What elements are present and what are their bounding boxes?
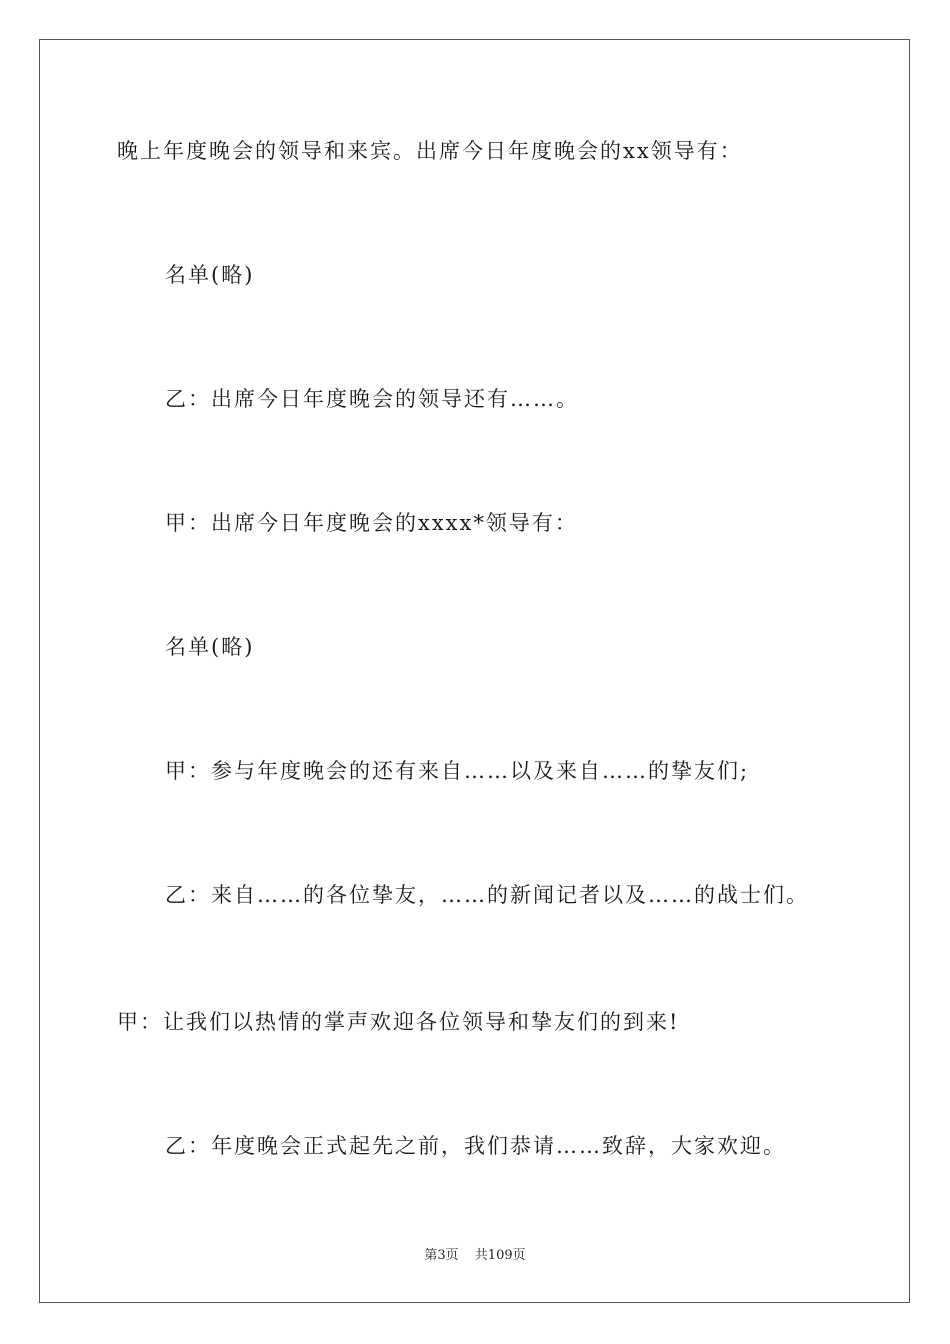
paragraph-7: 乙：来自……的各位挚友，……的新闻记者以及……的战士们。 [165, 883, 809, 907]
page-frame [39, 39, 910, 1303]
paragraph-9: 乙：年度晚会正式起先之前，我们恭请……致辞，大家欢迎。 [165, 1134, 786, 1158]
paragraph-4: 甲：出席今日年度晚会的xxxx*领导有： [165, 511, 578, 535]
paragraph-3: 乙：出席今日年度晚会的领导还有……。 [165, 387, 579, 411]
paragraph-2: 名单(略) [165, 263, 255, 287]
paragraph-8: 甲：让我们以热情的掌声欢迎各位领导和挚友们的到来! [117, 1010, 680, 1034]
paragraph-5: 名单(略) [165, 635, 255, 659]
paragraph-1: 晚上年度晚会的领导和来宾。出席今日年度晚会的xx领导有： [117, 139, 743, 163]
total-pages: 共109页 [474, 1248, 526, 1263]
page-number: 第3页 [424, 1248, 459, 1263]
paragraph-6: 甲：参与年度晚会的还有来自……以及来自……的挚友们; [165, 759, 750, 783]
page-footer [0, 1247, 950, 1265]
